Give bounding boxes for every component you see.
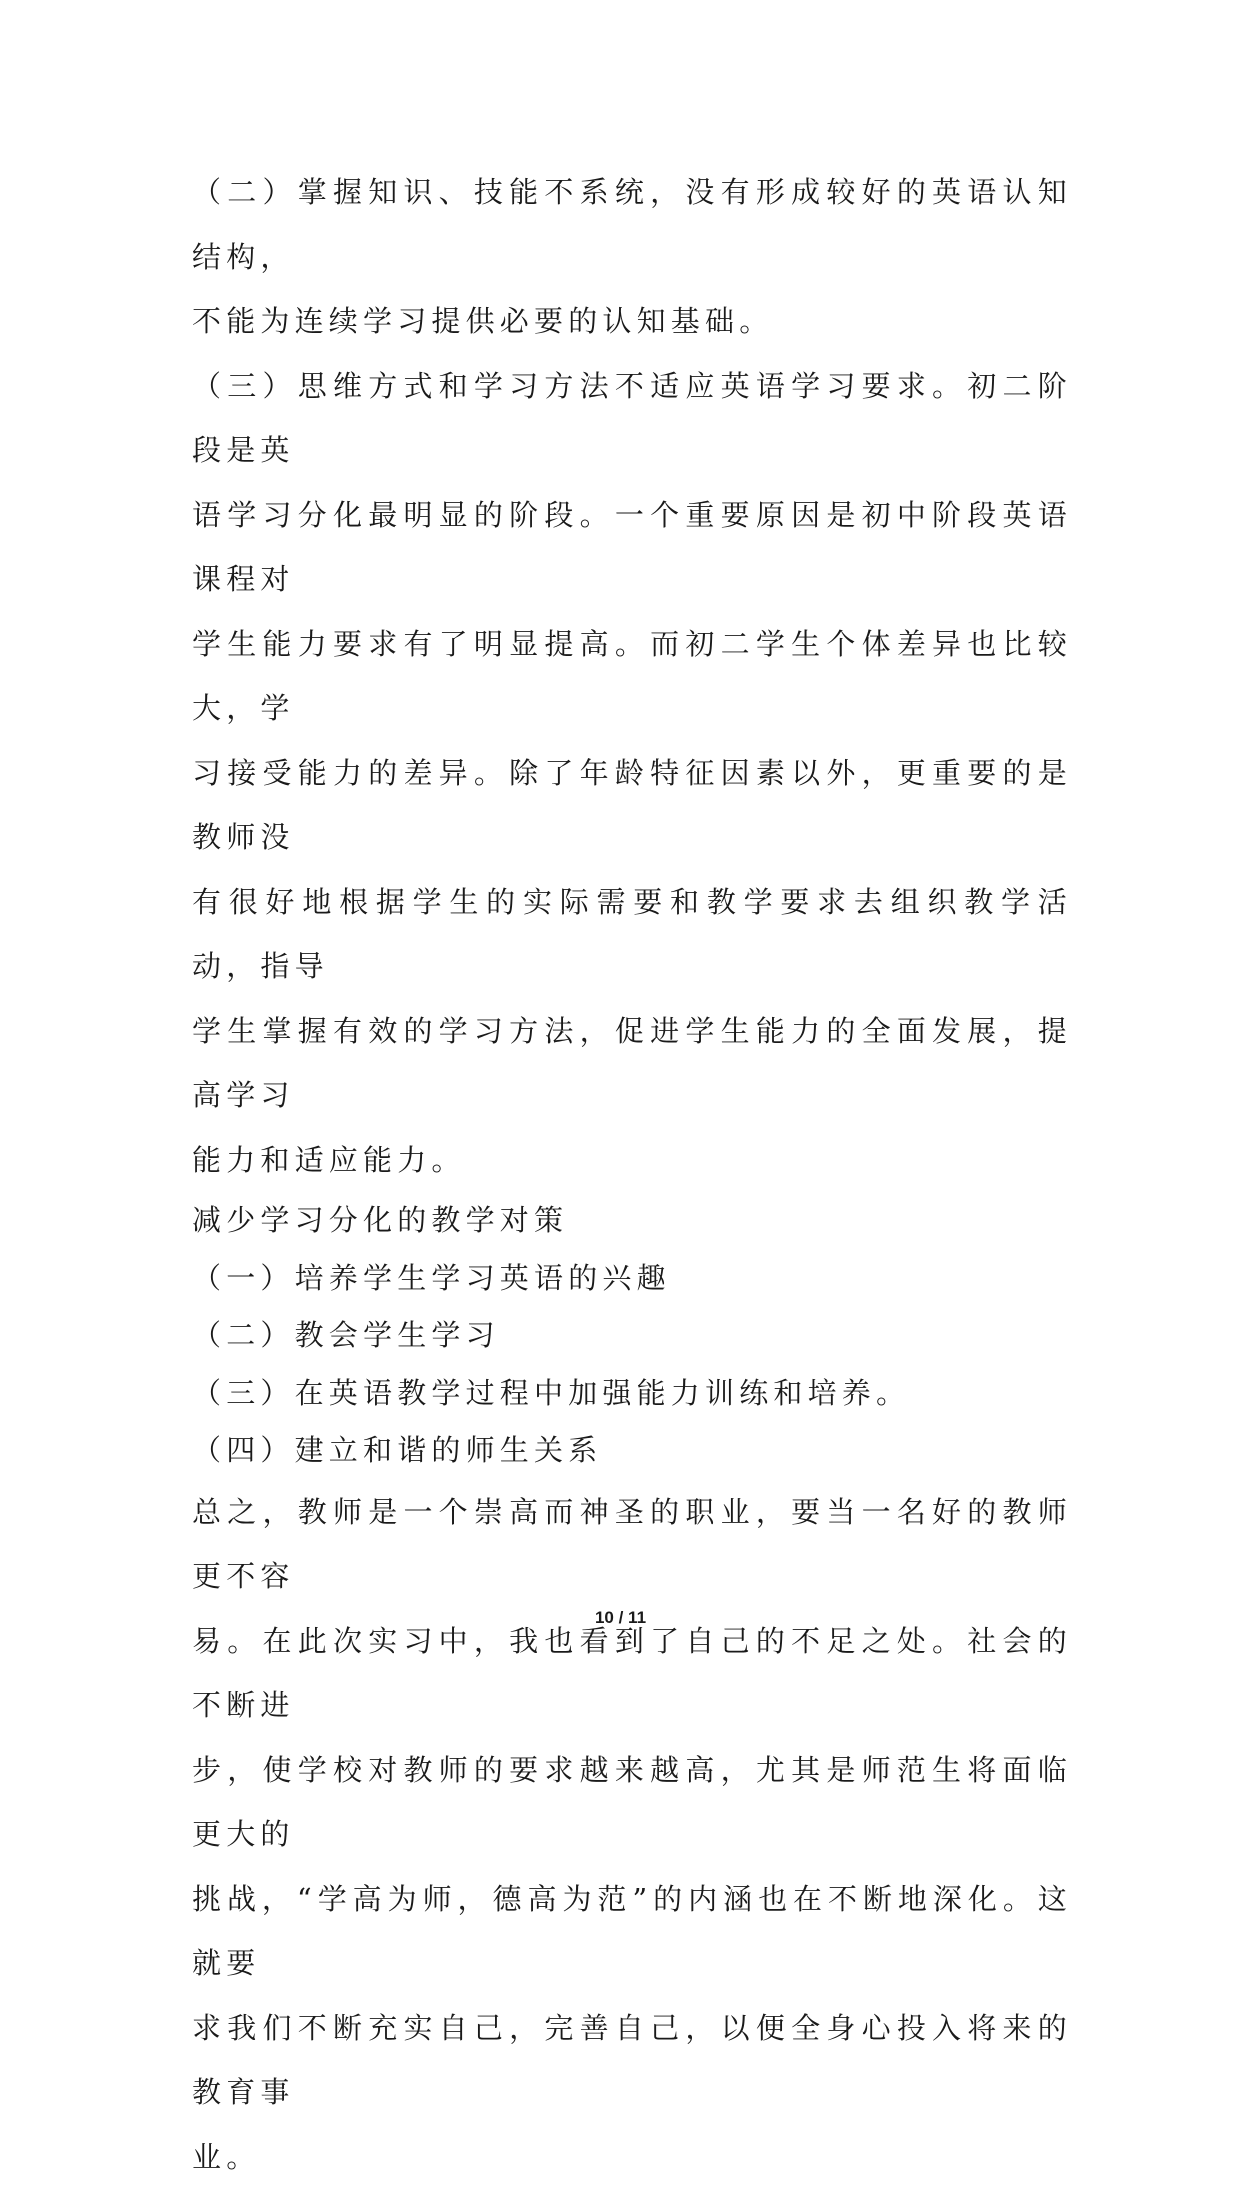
text-line: （三）思维方式和学习方法不适应英语学习要求。初二阶段是英	[192, 354, 1072, 483]
text-line: 能力和适应能力。	[192, 1128, 1072, 1193]
text-line: 语学习分化最明显的阶段。一个重要原因是初中阶段英语课程对	[192, 483, 1072, 612]
text-line: 易。在此次实习中，我也看到了自己的不足之处。社会的不断进	[192, 1609, 1072, 1738]
text-line: 学生掌握有效的学习方法，促进学生能力的全面发展，提高学习	[192, 999, 1072, 1128]
strategy-item: （一）培养学生学习英语的兴趣	[192, 1250, 1072, 1308]
text-line: 学生能力要求有了明显提高。而初二学生个体差异也比较大，学	[192, 612, 1072, 741]
text-line: 总之，教师是一个崇高而神圣的职业，要当一名好的教师更不容	[192, 1480, 1072, 1609]
strategy-item: （三）在英语教学过程中加强能力训练和培养。	[192, 1365, 1072, 1423]
paragraph-thinking	[192, 354, 1072, 1193]
strategy-item: （二）教会学生学习	[192, 1307, 1072, 1365]
strategy-list	[192, 1250, 1072, 1480]
text-line: 步，使学校对教师的要求越来越高，尤其是师范生将面临更大的	[192, 1738, 1072, 1867]
text-line: 求我们不断充实自己，完善自己，以便全身心投入将来的教育事	[192, 1996, 1072, 2125]
page-content	[192, 160, 1072, 2189]
paragraph-conclusion	[192, 1480, 1072, 2189]
page-number: 10 / 11	[0, 1608, 1241, 1628]
text-line: （二）掌握知识、技能不系统，没有形成较好的英语认知结构，	[192, 160, 1072, 289]
text-line: 习接受能力的差异。除了年龄特征因素以外，更重要的是教师没	[192, 741, 1072, 870]
text-line: 不能为连续学习提供必要的认知基础。	[192, 289, 1072, 354]
text-line: 业。	[192, 2125, 1072, 2189]
paragraph-knowledge	[192, 160, 1072, 354]
strategy-item: （四）建立和谐的师生关系	[192, 1422, 1072, 1480]
section-heading: 减少学习分化的教学对策	[192, 1192, 1072, 1250]
text-line: 挑战，“学高为师，德高为范”的内涵也在不断地深化。这就要	[192, 1867, 1072, 1996]
text-line: 有很好地根据学生的实际需要和教学要求去组织教学活动，指导	[192, 870, 1072, 999]
